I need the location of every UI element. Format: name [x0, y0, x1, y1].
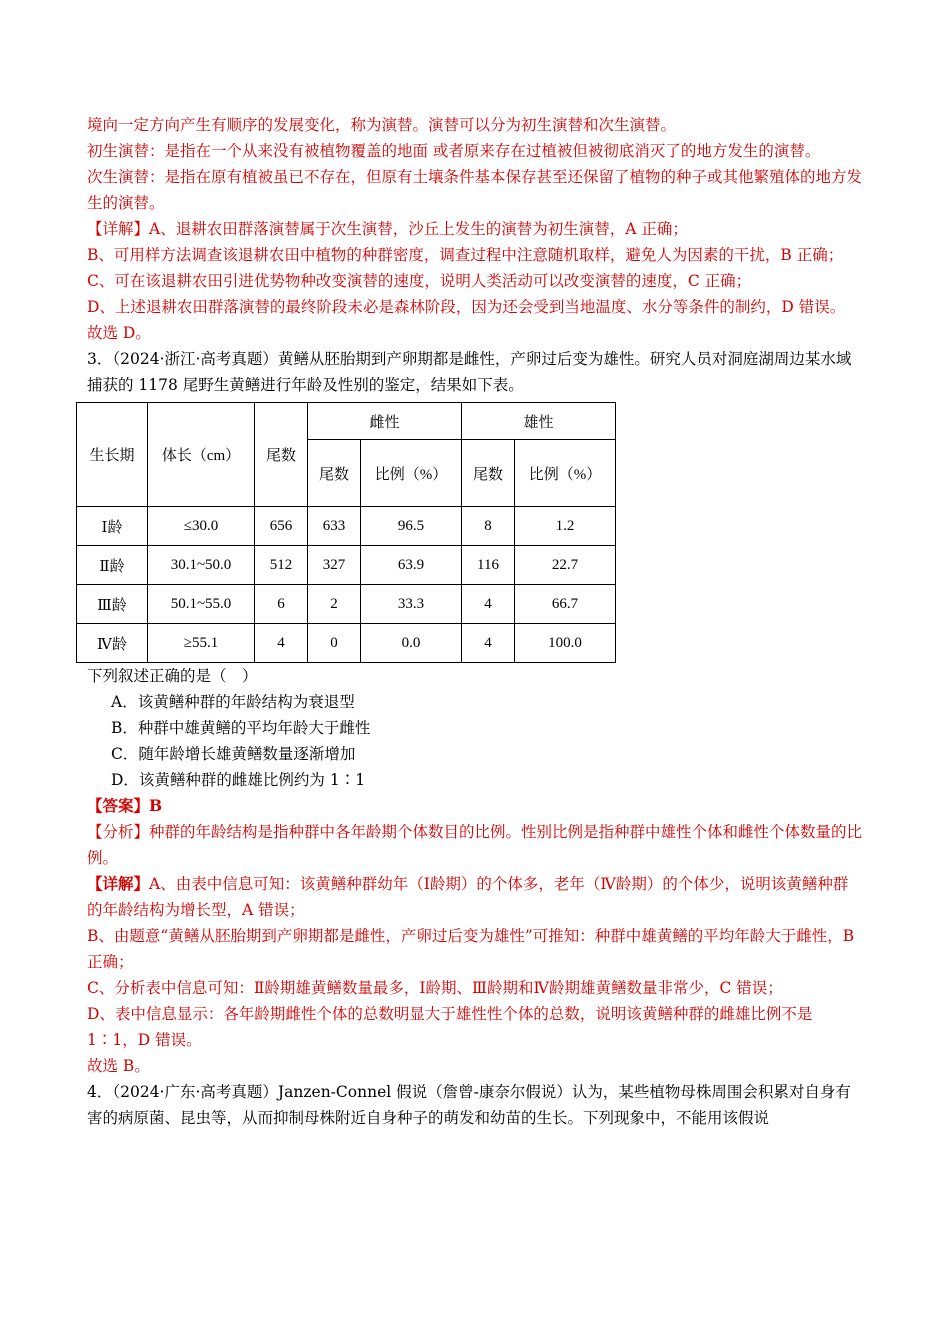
detail-b: B、由题意“黄鳝从胚胎期到产卵期都是雌性，产卵过后变为雄性”可推知：种群中雄黄鳝的平均年龄大于雌性，B 正确； [87, 927, 855, 971]
cell-length: 30.1~50.0 [148, 546, 255, 585]
cell-female-ratio: 0.0 [361, 624, 462, 663]
detail-a: A、由表中信息可知：该黄鳝种群幼年（Ⅰ龄期）的个体多，老年（Ⅳ龄期）的个体少，说明该黄鳝种群的年龄结构为增长型，A 错误； [87, 875, 849, 919]
cell-stage: Ⅰ龄 [77, 507, 148, 546]
text-line: 境向一定方向产生有顺序的发展变化，称为演替。演替可以分为初生演替和次生演替。 [87, 116, 677, 134]
table-row [77, 546, 616, 585]
eel-data-table [76, 402, 616, 663]
cell-length: 50.1~55.0 [148, 585, 255, 624]
analysis-line: 【分析】种群的年龄结构是指种群中各年龄期个体数目的比例。性别比例是指种群中雄性个体和雌性个体数量的比例。 [87, 823, 863, 867]
cell-male-count: 116 [462, 546, 515, 585]
detail-line: D、上述退耕农田群落演替的最终阶段未必是森林阶段，因为还会受到当地温度、水分等条件的制约，D 错误。 [87, 298, 846, 316]
cell-length: ≥55.1 [148, 624, 255, 663]
detail-line: B、可用样方法调查该退耕农田中植物的种群密度，调查过程中注意随机取样，避免人为因素的干扰，B 正确； [87, 246, 844, 264]
option-b: B．种群中雄黄鳝的平均年龄大于雌性 [111, 719, 371, 737]
header-male-count: 尾数 [462, 440, 515, 507]
cell-female-count: 327 [308, 546, 361, 585]
detail-line [87, 871, 862, 923]
document-page [87, 112, 862, 1131]
header-female-ratio: 比例（%） [361, 440, 462, 507]
cell-stage: Ⅲ龄 [77, 585, 148, 624]
table-row [77, 507, 616, 546]
text-line: 次生演替：是指在原有植被虽已不存在，但原有土壤条件基本保存甚至还保留了植物的种子或其他繁殖体的地方发生的演替。 [87, 168, 863, 212]
cell-female-ratio: 96.5 [361, 507, 462, 546]
choose-line: 故选 B。 [87, 1057, 150, 1075]
cell-male-ratio: 100.0 [515, 624, 616, 663]
table-row [77, 585, 616, 624]
header-male-ratio: 比例（%） [515, 440, 616, 507]
header-female: 雌性 [308, 403, 462, 440]
option-a: A．该黄鳝种群的年龄结构为衰退型 [111, 693, 355, 711]
cell-stage: Ⅱ龄 [77, 546, 148, 585]
cell-female-ratio: 63.9 [361, 546, 462, 585]
header-count: 尾数 [255, 403, 308, 507]
table-row [77, 624, 616, 663]
cell-length: ≤30.0 [148, 507, 255, 546]
cell-count: 512 [255, 546, 308, 585]
text-line: 初生演替：是指在一个从来没有被植物覆盖的地面 或者原来存在过植被但被彻底消灭了的地方发生的演替。 [87, 142, 821, 160]
cell-count: 6 [255, 585, 308, 624]
cell-male-count: 4 [462, 585, 515, 624]
detail-label: 【详解】 [87, 874, 150, 893]
cell-female-count: 633 [308, 507, 361, 546]
cell-male-ratio: 22.7 [515, 546, 616, 585]
header-stage: 生长期 [77, 403, 148, 507]
cell-female-count: 0 [308, 624, 361, 663]
question-4-stem: 4．（2024·广东·高考真题）Janzen-Connel 假说（詹曾-康奈尔假说）认为，某些植物母株周围会积累对自身有害的病原菌、昆虫等，从而抑制母株附近自身种子的萌发和幼苗的生长。下列现象中，不能用该假说 [87, 1083, 851, 1127]
cell-male-ratio: 1.2 [515, 507, 616, 546]
detail-d: D、表中信息显示：各年龄期雌性个体的总数明显大于雄性性个体的总数，说明该黄鳝种群的雌雄比例不是 1∶1，D 错误。 [87, 1005, 813, 1049]
cell-female-count: 2 [308, 585, 361, 624]
question-3-prompt: 下列叙述正确的是（ ） [87, 667, 258, 685]
cell-count: 656 [255, 507, 308, 546]
question-3-stem: 3．（2024·浙江·高考真题）黄鳝从胚胎期到产卵期都是雌性，产卵过后变为雄性。研究人员对洞庭湖周边某水域捕获的 1178 尾野生黄鳝进行年龄及性别的鉴定，结果如下表。 [87, 350, 852, 394]
answer-line: 【答案】B [87, 796, 163, 815]
choose-line: 故选 D。 [87, 324, 151, 342]
detail-c: C、分析表中信息可知：Ⅱ龄期雄黄鳝数量最多，Ⅰ龄期、Ⅲ龄期和Ⅳ龄期雄黄鳝数量非常少，C 错误； [87, 979, 783, 997]
cell-male-ratio: 66.7 [515, 585, 616, 624]
cell-count: 4 [255, 624, 308, 663]
cell-male-count: 8 [462, 507, 515, 546]
cell-female-ratio: 33.3 [361, 585, 462, 624]
cell-male-count: 4 [462, 624, 515, 663]
option-c: C．随年龄增长雄黄鳝数量逐渐增加 [111, 745, 356, 763]
detail-line: 【详解】A、退耕农田群落演替属于次生演替，沙丘上发生的演替为初生演替，A 正确； [87, 220, 688, 238]
cell-stage: Ⅳ龄 [77, 624, 148, 663]
option-d: D．该黄鳝种群的雌雄比例约为 1∶1 [111, 771, 366, 789]
detail-line: C、可在该退耕农田引进优势物种改变演替的速度，说明人类活动可以改变演替的速度，C 正确； [87, 272, 752, 290]
header-male: 雄性 [462, 403, 616, 440]
header-length: 体长（cm） [148, 403, 255, 507]
header-female-count: 尾数 [308, 440, 361, 507]
